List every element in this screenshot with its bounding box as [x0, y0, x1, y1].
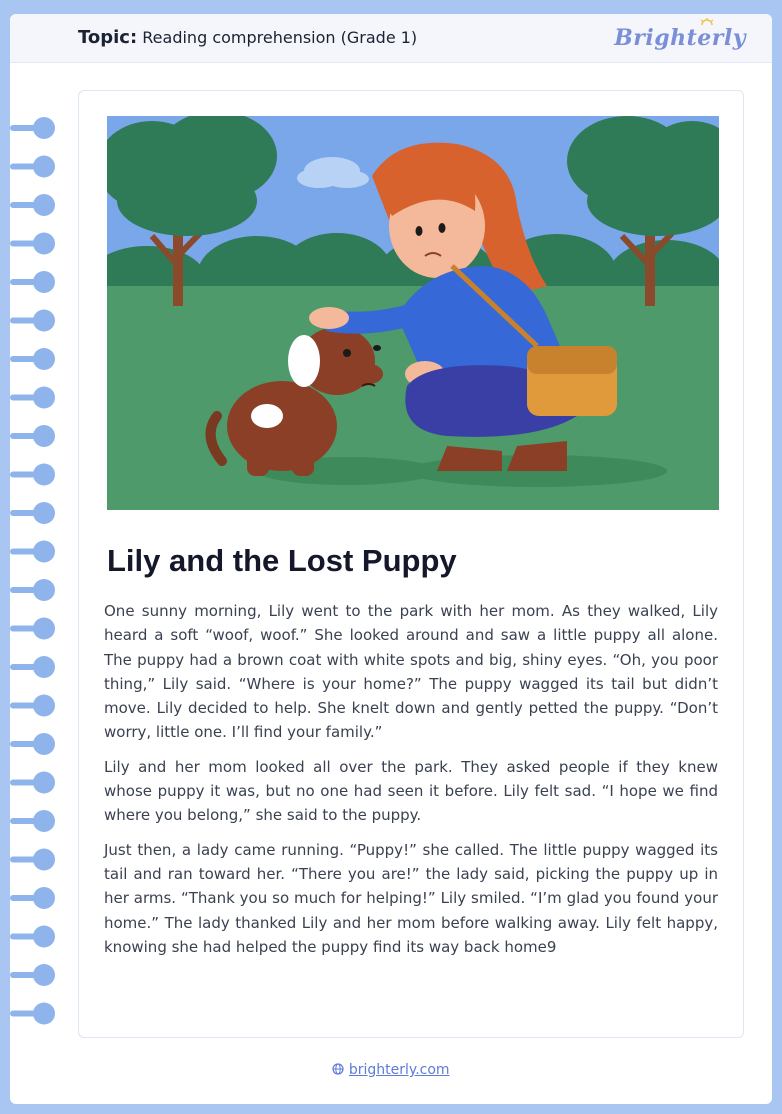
story-paragraph: Lily and her mom looked all over the park. They asked people if they knew whose puppy it was, but no one had seen it before. Lily felt sad. “I hope we find where you belong,” she said to the puppy. — [104, 757, 718, 825]
header-bar — [10, 14, 772, 63]
topic-line — [78, 27, 417, 48]
binder-ring — [10, 772, 55, 794]
binder-ring — [10, 733, 55, 755]
binder-ring — [10, 156, 55, 178]
binder-ring — [10, 964, 55, 986]
binder-ring — [10, 502, 55, 524]
story-paragraph: One sunny morning, Lily went to the park with her mom. As they walked, Lily heard a soft “woof, woof.” She looked around and saw a little puppy all alone. The puppy had a brown coat with white spots and big, shiny eyes. “Oh, you poor thing,” Lily said. “Where is your home?” The puppy wagged its tail but didn’t move. Lily decided to help. She knelt down and gently petted the puppy. “Don’t worry, little one. I’ll find your family.” — [104, 602, 718, 742]
footer — [10, 1062, 772, 1078]
binder-ring — [10, 271, 55, 293]
binder-ring — [10, 579, 55, 601]
story-title: Lily and the Lost Puppy — [107, 543, 457, 578]
story-body — [104, 599, 718, 969]
binder-ring — [10, 194, 55, 216]
binder-ring — [10, 849, 55, 871]
globe-icon — [332, 1063, 344, 1075]
binder-ring — [10, 348, 55, 370]
website-link[interactable]: brighterly.com — [348, 1062, 450, 1078]
binder-ring — [10, 425, 55, 447]
story-illustration — [107, 116, 719, 510]
binder-ring — [10, 310, 55, 332]
story-card — [78, 90, 744, 1038]
binder-ring — [10, 1003, 55, 1025]
topic-value: Reading comprehension (Grade 1) — [142, 28, 418, 47]
binder-ring — [10, 117, 55, 139]
binder-ring — [10, 233, 55, 255]
binder-ring — [10, 926, 55, 948]
topic-label: Topic: — [78, 27, 138, 48]
worksheet-page — [10, 14, 772, 1104]
binder-ring — [10, 541, 55, 563]
binder-ring — [10, 387, 55, 409]
binder-ring — [10, 464, 55, 486]
binder-ring — [10, 695, 55, 717]
binder-ring — [10, 618, 55, 640]
story-paragraph: Just then, a lady came running. “Puppy!” she called. The little puppy wagged its tail and ran toward her. “There you are!” the lady said, picking the puppy up in her arms. “Thank you so much for helping!” Lily smiled. “I’m glad you found your home.” The lady thanked Lily and her mom before walking away. Lily felt happy, knowing she had helped the puppy find its way back home9 — [104, 840, 718, 956]
binder-ring — [10, 887, 55, 909]
binder-ring — [10, 656, 55, 678]
brand-logo: Brighterly — [614, 25, 746, 51]
binder-ring — [10, 810, 55, 832]
notebook-rings — [10, 114, 70, 1034]
